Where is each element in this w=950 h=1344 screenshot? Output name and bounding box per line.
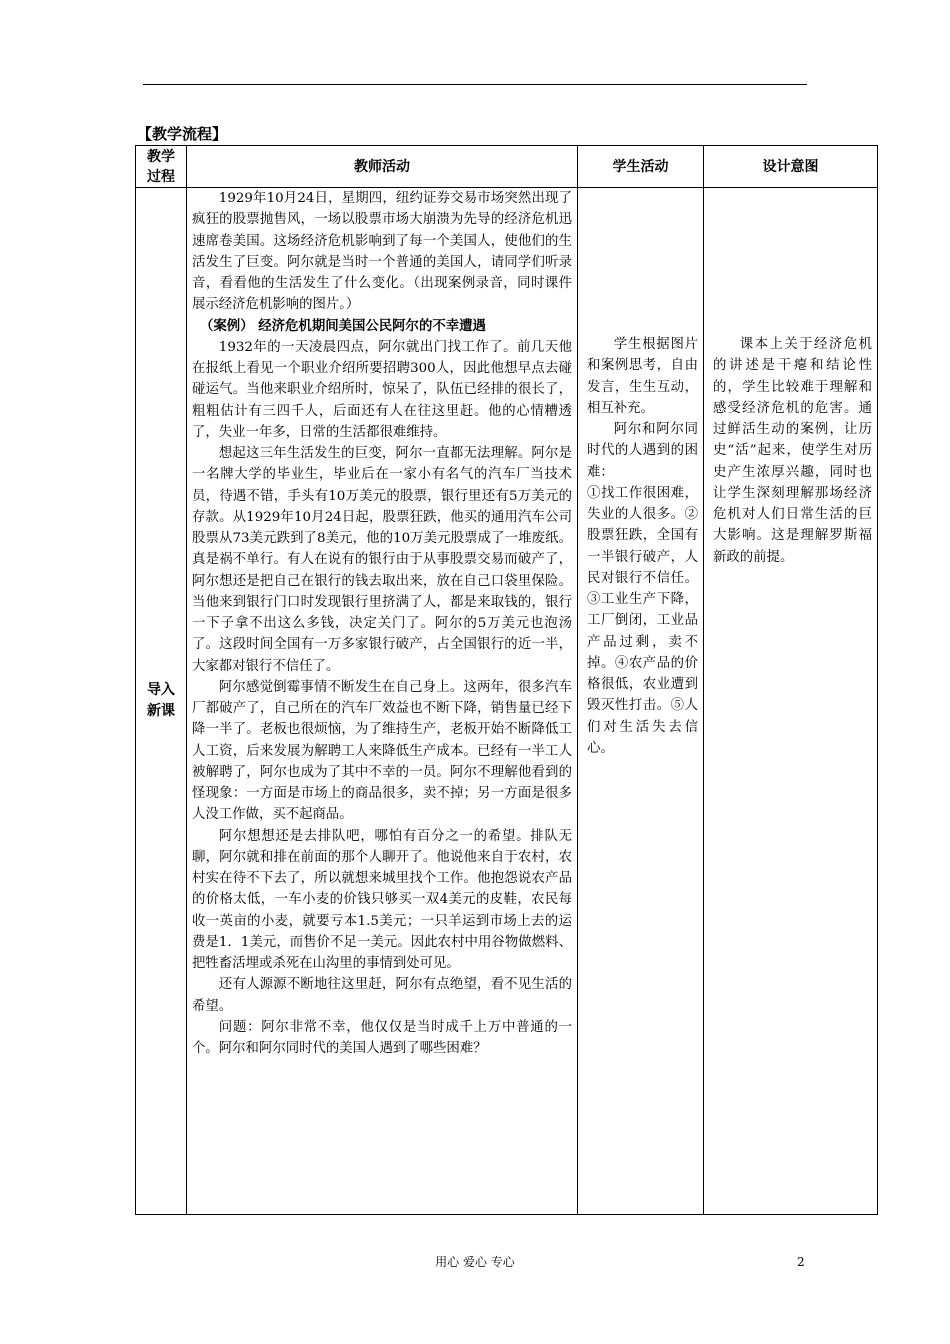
stage-cell: [136, 188, 187, 1215]
teaching-flow-table: [135, 145, 878, 1215]
student-difficulties: ①找工作很困难，失业的人很多。②股票狂跌，全国有一半银行破产，人民对银行不信任。③工业生产下降，工厂倒闭，工业品产品过剩，卖不掉。④农产品的价格很低，农业遭到毁灭性打击。⑤人们对生活失去信心。: [587, 485, 698, 756]
header-rule: [143, 84, 807, 85]
student-paragraph: 阿尔和阿尔同时代的人遇到的困难：: [587, 422, 698, 480]
teacher-paragraph: 想起这三年生活发生的巨变，阿尔一直都无法理解。阿尔是一名牌大学的毕业生，毕业后在一家小有名气的汽车厂当技术员，待遇不错，手头有10万美元的股票，银行里还有5万美元的存款。从1929年10月24日起，股票狂跌，他买的通用汽车公司股票从73美元跌到了8美元，他的10万美元股票成了一堆废纸。真是祸不单行。有人在说有的银行由于从事股票交易而破产了，阿尔想还是把自己在银行的钱去取出来，放在自己口袋里保险。当他来到银行门口时发现银行里挤满了人，都是来取钱的，银行一下子拿不出这么多钱，决定关门了。阿尔的5万美元也泡汤了。这段时间全国有一万多家银行破产，占全国银行的近一半，大家都对银行不信任了。: [192, 446, 572, 674]
section-title: 【教学流程】: [137, 125, 228, 143]
teacher-paragraph: 阿尔感觉倒霉事情不断发生在自己身上。这两年，很多汽车厂都破产了，自己所在的汽车厂效益也不断下降，销售量已经下降一半了。老板也很烦恼，为了维持生产，老板开始不断降低工人工资，后来发展为解聘工人来降低生产成本。已经有一半工人被解聘了，阿尔也成为了其中不幸的一员。阿尔不理解他看到的怪现象：一方面是市场上的商品很多，卖不掉；另一方面是很多人没工作做，买不起商品。: [192, 679, 572, 823]
design-intent-cell: [704, 188, 878, 1215]
case-title: （案例） 经济危机期间美国公民阿尔的不幸遭遇: [200, 318, 486, 334]
teacher-paragraph: 1929年10月24日，星期四，纽约证券交易市场突然出现了疯狂的股票抛售风，一场以股票市场大崩溃为先导的经济危机迅速席卷美国。这场经济危机影响到了每一个美国人，使他们的生活发生了巨变。阿尔就是当时一个普通的美国人，请同学们听录音，看看他的生活发生了什么变化。（出现案例录音，同时课件展示经济危机影响的图片。）: [192, 191, 572, 313]
table-row: [136, 188, 878, 1215]
header-teacher-activity: 教师活动: [187, 146, 578, 188]
student-paragraph: 学生根据图片和案例思考，自由发言，生生互动，相互补充。: [587, 337, 698, 416]
header-design-intent: 设计意图: [704, 146, 878, 188]
stage-line2: 新课: [147, 703, 175, 719]
header-stage-line2: 过程: [147, 168, 175, 185]
table-header-row: [136, 146, 878, 188]
stage-line1: 导入: [147, 682, 175, 698]
teacher-paragraph: 还有人源源不断地往这里赶，阿尔有点绝望，看不见生活的希望。: [192, 977, 572, 1014]
teacher-activity-cell: [187, 188, 578, 1215]
header-student-activity: 学生活动: [578, 146, 704, 188]
page-number: 2: [797, 1255, 805, 1269]
footer-motto: 用心 爱心 专心: [435, 1255, 515, 1269]
intent-paragraph: 课本上关于经济危机的讲述是干瘪和结论性的，学生比较难于理解和感受经济危机的危害。通过鲜活生动的案例，让历史“活”起来，使学生对历史产生浓厚兴趣，同时也让学生深刻理解那场经济危机对人们日常生活的巨大影响。这是理解罗斯福新政的前提。: [713, 337, 872, 565]
header-stage-line1: 教学: [147, 148, 175, 165]
header-stage: [136, 146, 187, 188]
teacher-paragraph: 1932年的一天凌晨四点，阿尔就出门找工作了。前几天他在报纸上看见一个职业介绍所要招聘300人，因此他想早点去碰碰运气。当他来职业介绍所时，惊呆了，队伍已经排的很长了，粗粗估计有三四千人，后面还有人在往这里赶。他的心情糟透了，失业一年多，日常的生活都很难维持。: [192, 339, 572, 440]
teacher-question: 问题：阿尔非常不幸，他仅仅是当时成千上万中普通的一个。阿尔和阿尔同时代的美国人遇到了哪些困难？: [192, 1019, 572, 1056]
student-activity-cell: [578, 188, 704, 1215]
teacher-paragraph: 阿尔想想还是去排队吧，哪怕有百分之一的希望。排队无聊，阿尔就和排在前面的那个人聊开了。他说他来自于农村，农村实在待不下去了，所以就想来城里找个工作。他抱怨说农产品的价格太低，一车小麦的价钱只够买一双4美元的皮鞋，农民每收一英亩的小麦，就要亏本1.5美元；一只羊运到市场上去的运费是1．1美元，而售价不足一美元。因此农村中用谷物做燃料、把牲畜活埋或杀死在山沟里的事情到处可见。: [192, 828, 572, 971]
